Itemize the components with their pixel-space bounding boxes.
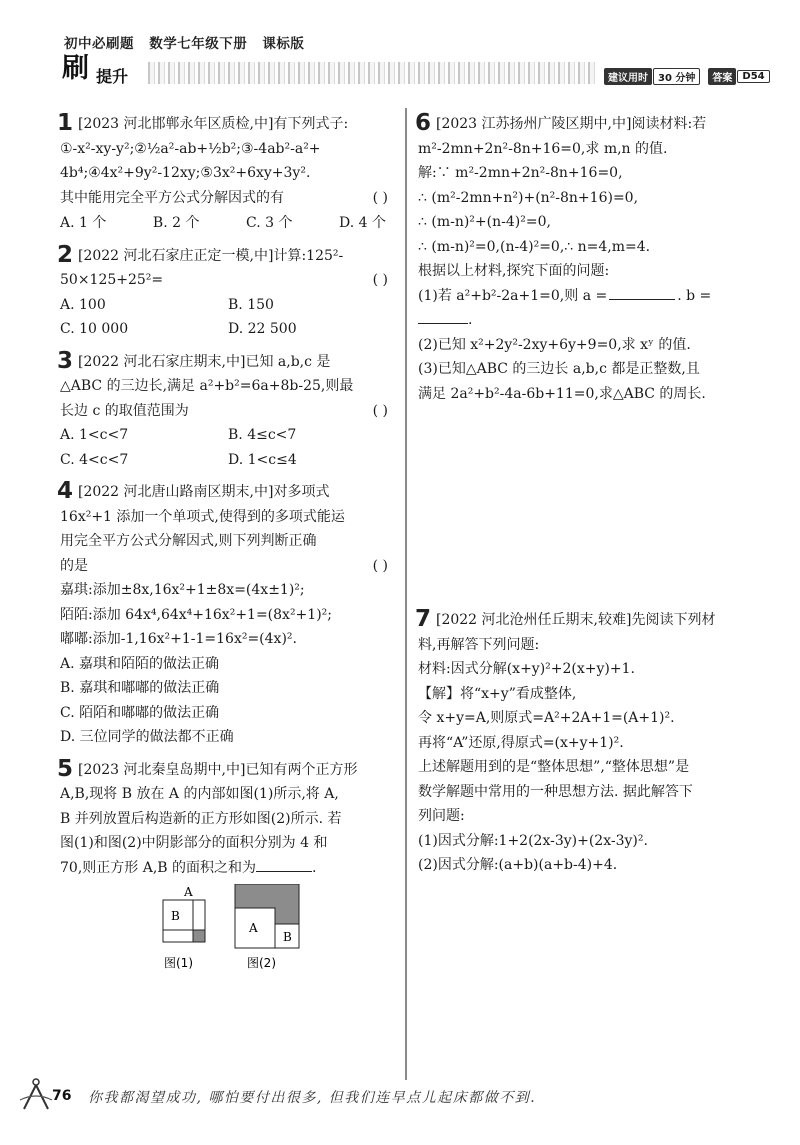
question-line: 数学解题中常用的一种思想方法. 据此解答下 [418, 783, 693, 800]
question-stem: 50×125+25²= ( ) [60, 268, 396, 293]
figures [60, 880, 396, 1000]
student-answer: 嘟嘟:添加-1,16x²+1-1=16x²=(4x)². [60, 631, 297, 647]
footer-slogan: 你我都渴望成功, 哪怕要付出很多, 但我们连早点儿起床都做不到. [88, 1090, 537, 1106]
right-column [415, 110, 754, 873]
fig1-shaded [193, 930, 205, 942]
options-row [60, 211, 396, 236]
answer-blank-b[interactable] [418, 323, 468, 324]
fig1-label-b: B [171, 909, 180, 923]
question-line: 料,再解答下列问题: [418, 636, 540, 653]
options-row [60, 448, 396, 473]
time-label: 建议用时 [604, 68, 652, 85]
question-line: 根据以上材料,探究下面的问题: [418, 263, 610, 279]
question-6 [415, 110, 754, 406]
subquestion-2: (2)因式分解:(a+b)(a+b-4)+4. [418, 857, 618, 873]
solution-line: 解:∵ m²-2mn+2n²-8n+16=0, [418, 165, 623, 181]
question-line: 16x²+1 添加一个单项式,使得到的多项式能运 [60, 508, 345, 525]
option-a: A. 100 [60, 296, 106, 313]
option-a: A. 嘉琪和陌陌的做法正确 [60, 655, 220, 672]
question-number: 2 [57, 241, 74, 268]
options-row [60, 293, 396, 318]
solution-line: 令 x+y=A,则原式=A²+2A+1=(A+1)². [418, 710, 675, 726]
option-b: B. 4≤c<7 [228, 427, 297, 443]
square-figures [140, 884, 440, 1006]
question-number: 3 [57, 347, 74, 374]
fig1-label-a: A [184, 885, 193, 899]
question-number: 5 [57, 755, 74, 782]
page-number: 76 [52, 1088, 72, 1104]
time-answer-box [604, 68, 770, 85]
question-source: [2022 河北石家庄期末,中]已知 a,b,c 是 [78, 353, 331, 370]
student-answer: 陌陌:添加 64x⁴,64x⁴+16x²+1=(8x²+1)²; [60, 606, 332, 623]
solution-line: ∴ (m-n)²+(n-4)²=0, [418, 214, 551, 230]
answer-bracket: ( ) [372, 402, 388, 419]
subquestion-3-cont: 满足 2a²+b²-4a-6b+11=0,求△ABC 的周长. [418, 385, 706, 402]
question-stem: 长边 c 的取值范围为 ( ) [60, 399, 396, 424]
question-line: 用完全平方公式分解因式,则下列判断正确 [60, 533, 317, 549]
options-row [60, 423, 396, 448]
subquestion-1: (1)若 a²+b²-2a+1=0,则 a = . b = [418, 287, 712, 304]
question-line: △ABC 的三边长,满足 a²+b²=6a+8b-25,则最 [60, 378, 354, 394]
subquestion-1: (1)因式分解:1+2(2x-3y)+(2x-3y)². [418, 832, 648, 849]
series-header [64, 32, 314, 52]
question-number: 1 [57, 110, 74, 136]
question-stem: 的是 ( ) [60, 554, 396, 579]
option-d: D. 三位同学的做法都不正确 [60, 729, 234, 745]
question-number: 4 [57, 478, 74, 504]
solution-line: ∴ (m²-2mn+n²)+(n²-8n+16)=0, [418, 189, 639, 206]
solution-line: ∴ (m-n)²=0,(n-4)²=0,∴ n=4,m=4. [418, 238, 651, 255]
question-line: ①-x²-xy-y²;②½a²-ab+½b²;③-4ab²-a²+ [60, 140, 321, 157]
question-source: [2023 河北秦皇岛期中,中]已知有两个正方形 [78, 761, 358, 778]
option-c: C. 10 000 [60, 321, 129, 337]
option-b: B. 嘉琪和嘟嘟的做法正确 [60, 680, 220, 696]
question-source: [2022 河北沧州任丘期末,较难]先阅读下列材 [436, 612, 716, 628]
question-source: [2023 河北邯郸永年区质检,中]有下列式子: [78, 116, 349, 132]
answer-bracket: ( ) [372, 189, 388, 206]
question-source: [2022 河北石家庄正定一模,中]计算:125²- [78, 247, 344, 264]
question-line: 图(1)和图(2)中阴影部分的面积分别为 4 和 [60, 835, 328, 851]
question-line: 列问题: [418, 808, 465, 824]
question-7 [415, 606, 754, 878]
option-d: D. 22 500 [228, 321, 297, 337]
question-source: [2022 河北唐山路南区期末,中]对多项式 [78, 484, 330, 500]
question-line: A,B,现将 B 放在 A 的内部如图(1)所示,将 A, [60, 786, 339, 802]
question-5 [57, 755, 396, 1001]
fig2-label-a: A [249, 921, 258, 935]
option-a: A. 1<c<7 [60, 427, 129, 443]
answer-blank[interactable] [256, 871, 312, 872]
left-column [57, 110, 396, 1000]
options-row [60, 317, 396, 342]
option-b: B. 150 [228, 296, 274, 313]
brand-logo: 刷 [62, 53, 89, 84]
question-line: 上述解题用到的是“整体思想”,“整体思想”是 [418, 759, 690, 775]
time-value: 30 分钟 [653, 68, 700, 85]
option-c: C. 3 个 [245, 215, 293, 231]
solution-line: 【解】将“x+y”看成整体, [418, 685, 577, 702]
material-line: 材料:因式分解(x+y)²+2(x+y)+1. [418, 661, 635, 677]
decorative-band [148, 62, 598, 84]
answer-bracket: ( ) [372, 557, 388, 574]
question-3 [57, 347, 396, 473]
option-d: D. 4 个 [339, 215, 386, 231]
question-number: 6 [415, 110, 432, 136]
answer-ref: D54 [737, 70, 769, 83]
answer-label: 答案 [708, 68, 736, 85]
fig2-label-b: B [283, 930, 292, 944]
answer-bracket: ( ) [372, 272, 388, 288]
option-a: A. 1 个 [60, 215, 107, 231]
subquestion-2: (2)已知 x²+2y²-2xy+6y+9=0,求 xʸ 的值. [418, 336, 691, 353]
question-line: m²-2mn+2n²-8n+16=0,求 m,n 的值. [418, 140, 668, 157]
solution-line: 再将“A”还原,得原式=(x+y+1)². [418, 734, 624, 751]
subquestion-1-cont: . [418, 308, 754, 333]
option-c: C. 4<c<7 [60, 451, 129, 468]
question-stem: 70,则正方形 A,B 的面积之和为 . [60, 859, 317, 876]
question-line: 4b⁴;④4x²+9y²-12xy;⑤3x²+6xy+3y². [60, 165, 311, 181]
series-name: 初中必刷题 [64, 36, 134, 52]
answer-blank-a[interactable] [609, 299, 675, 300]
question-1 [57, 110, 396, 236]
question-2 [57, 241, 396, 342]
question-number: 7 [415, 606, 432, 632]
question-source: [2023 江苏扬州广陵区期中,中]阅读材料:若 [436, 116, 707, 132]
option-d: D. 1<c≤4 [228, 451, 297, 468]
section-title: 提升 [96, 67, 129, 86]
series-edition: 课标版 [262, 36, 305, 52]
student-answer: 嘉琪:添加±8x,16x²+1±8x=(4x±1)²; [60, 582, 305, 598]
option-b: B. 2 个 [152, 215, 200, 231]
question-4 [57, 478, 396, 750]
series-subject: 数学七年级下册 [149, 36, 248, 52]
fig1-caption: 图(1) [164, 956, 193, 970]
question-line: B 并列放置后构造新的正方形如图(2)所示. 若 [60, 810, 342, 827]
question-stem: 其中能用完全平方公式分解因式的有 ( ) [60, 186, 396, 211]
fig2-caption: 图(2) [247, 956, 276, 970]
option-c: C. 陌陌和嘟嘟的做法正确 [60, 704, 220, 721]
subquestion-3: (3)已知△ABC 的三边长 a,b,c 都是正整数,且 [418, 361, 700, 377]
